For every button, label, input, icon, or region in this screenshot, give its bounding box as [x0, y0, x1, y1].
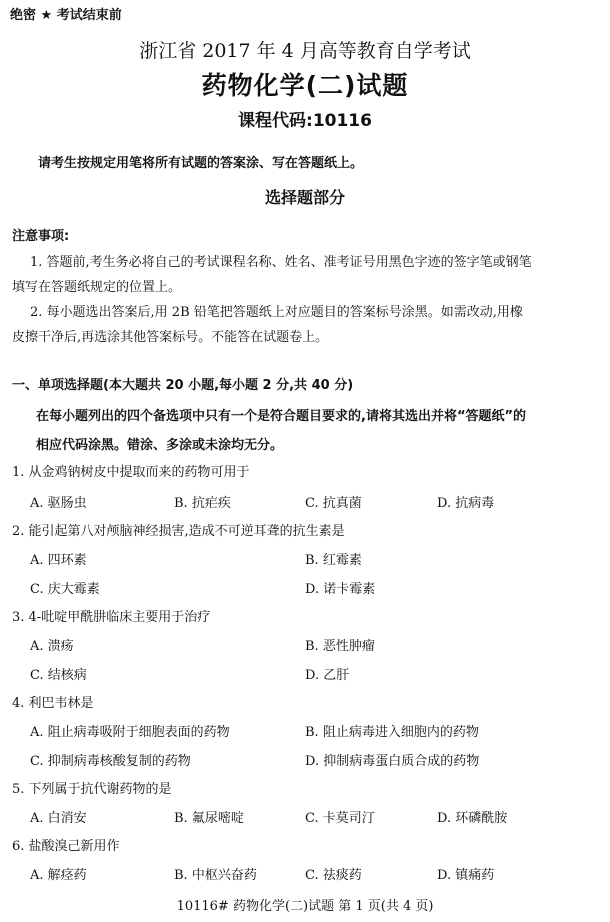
note-1-line-1: 1. 答题前,考生务必将自己的考试课程名称、姓名、准考证号用黑色字迹的签字笔或钢笔 — [30, 255, 532, 270]
option-c: C. 卡莫司汀 — [305, 811, 375, 826]
option-a: A. 驱肠虫 — [30, 496, 87, 511]
option-b: B. 中枢兴奋药 — [174, 868, 257, 883]
option-b: B. 红霉素 — [305, 553, 362, 568]
option-d: D. 乙肝 — [305, 668, 350, 683]
option-c: C. 抗真菌 — [305, 496, 362, 511]
note-2-line-2: 皮擦干净后,再选涂其他答案标号。不能答在试题卷上。 — [12, 330, 329, 345]
option-b: B. 恶性肿瘤 — [305, 639, 375, 654]
question-stem: 3. 4-吡啶甲酰肼临床主要用于治疗 — [12, 610, 211, 625]
note-1-line-2: 填写在答题纸规定的位置上。 — [12, 280, 182, 295]
question-stem: 2. 能引起第八对颅脑神经损害,造成不可逆耳聋的抗生素是 — [12, 524, 345, 539]
option-a: A. 溃疡 — [30, 639, 74, 654]
question-stem: 5. 下列属于抗代谢药物的是 — [12, 782, 172, 797]
section-desc-line-1: 在每小题列出的四个备选项中只有一个是符合题目要求的,请将其选出并将“答题纸”的 — [36, 409, 527, 424]
option-a: A. 白消安 — [30, 811, 87, 826]
page-footer: 10116# 药物化学(二)试题 第 1 页(共 4 页) — [176, 899, 434, 914]
section-title: 一、单项选择题(本大题共 20 小题,每小题 2 分,共 40 分) — [12, 378, 354, 393]
option-a: A. 解痉药 — [30, 868, 87, 883]
option-b: B. 抗疟疾 — [174, 496, 231, 511]
option-d: D. 抗病毒 — [437, 496, 495, 511]
option-c: C. 抑制病毒核酸复制的药物 — [30, 754, 191, 769]
paper-title: 药物化学(二)试题 — [201, 71, 409, 100]
option-b: B. 阻止病毒进入细胞内的药物 — [305, 725, 479, 740]
option-d: D. 镇痛药 — [437, 868, 495, 883]
notes-heading: 注意事项: — [12, 229, 70, 244]
option-a: A. 四环素 — [30, 553, 87, 568]
section-desc-line-2: 相应代码涂黑。错涂、多涂或未涂均无分。 — [36, 438, 284, 453]
note-2-line-1: 2. 每小题选出答案后,用 2B 铅笔把答题纸上对应题目的答案标号涂黑。如需改动,用橡 — [30, 305, 523, 320]
course-code: 课程代码:10116 — [238, 111, 372, 131]
option-c: C. 结核病 — [30, 668, 87, 683]
option-b: B. 氟尿嘧啶 — [174, 811, 244, 826]
question-stem: 4. 利巴韦林是 — [12, 696, 94, 711]
option-c: C. 祛痰药 — [305, 868, 362, 883]
option-d: D. 环磷酰胺 — [437, 811, 508, 826]
answer-instruction: 请考生按规定用笔将所有试题的答案涂、写在答题纸上。 — [38, 156, 364, 171]
option-a: A. 阻止病毒吸附于细胞表面的药物 — [30, 725, 230, 740]
option-d: D. 抑制病毒蛋白质合成的药物 — [305, 754, 480, 769]
part-title: 选择题部分 — [264, 188, 345, 207]
exam-name: 浙江省 2017 年 4 月高等教育自学考试 — [139, 40, 471, 62]
option-c: C. 庆大霉素 — [30, 582, 100, 597]
question-stem: 6. 盐酸溴己新用作 — [12, 839, 120, 854]
option-d: D. 诺卡霉素 — [305, 582, 376, 597]
confidential-label: 绝密 ★ 考试结束前 — [10, 8, 122, 23]
question-stem: 1. 从金鸡钠树皮中提取而来的药物可用于 — [12, 465, 250, 480]
